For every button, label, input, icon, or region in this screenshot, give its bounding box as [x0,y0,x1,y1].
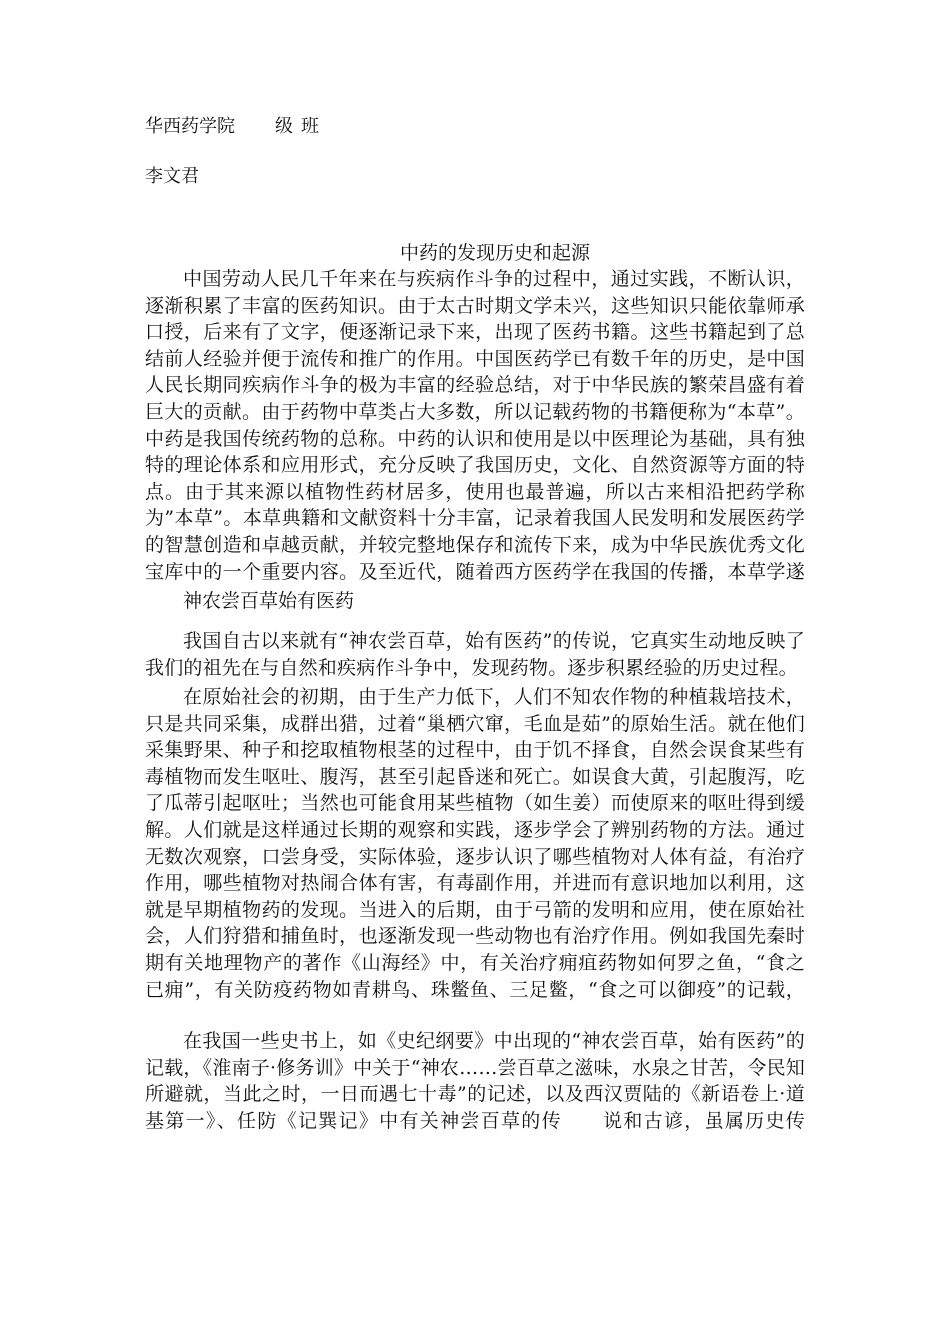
paragraph-primitive-society: 在原始社会的初期，由于生产力低下，人们不知农作物的种植栽培技术，只是共同采集，成群出猎，过着“巢栖穴窜，毛血是茹”的原始生活。就在他们采集野果、种子和挖取植物根茎的过程中，由于饥不择食，自然会误食某些有毒植物而发生呕吐、腹泻，甚至引起昏迷和死亡。如误食大黄，引起腹泻，吃了瓜蒂引起呕吐；当然也可能食用某些植物（如生姜）而使原来的呕吐得到缓解。人们就是这样通过长期的观察和实践，逐步学会了辨别药物的方法。通过无数次观察，口尝身受，实际体验，逐步认识了哪些植物对人体有益，有治疗作用，哪些植物对热闹合体有害，有毒副作用，并进而有意识地加以利用，这就是早期植物药的发现。当进入的后期，由于弓箭的发明和应用，使在原始社会，人们狩猎和捕鱼时，也逐渐发现一些动物也有治疗作用。例如我国先秦时期有关地理物产的著作《山海经》中，有关治疗痈疽药物如何罗之鱼，“食之已痈”，有关防疫药物如青耕鸟、珠鳖鱼、三足鳖，“食之可以御疫”的记载， [145,686,805,1001]
records-text-part2: 说和古谚，虽属历史传 [601,1109,805,1132]
paragraph-historical-records [145,1028,805,1136]
school-name: 华西药学院 [145,116,235,137]
records-text-part1: 在我国一些史书上，如《史纪纲要》中出现的“神农尝百草，始有医药”的记载，《淮南子·修务训》中关于“神农……尝百草之滋味，水泉之甘苦，令民知所避就，当此之时，一日而遇七十毒”的记述，以及西汉贾陆的《新语卷上·道基第一》、任防《记巽记》中有关神尝百草的传 [145,1030,805,1132]
section-heading: 神农尝百草始有医药 [183,590,355,612]
paragraph-legend: 我国自古以来就有“神农尝百草，始有医药”的传说，它真实生动地反映了我们的祖先在与自然和疾病作斗争中，发现药物。逐步积累经验的历史过程。 [145,630,805,679]
paragraph-intro: 中国劳动人民几千年来在与疾病作斗争的过程中，通过实践，不断认识，逐渐积累了丰富的医药知识。由于太古时期文学未兴，这些知识只能依靠师承口授，后来有了文字，便逐渐记录下来，出现了医药书籍。这些书籍起到了总结前人经验并便于流传和推广的作用。中国医药学已有数千年的历史，是中国人民长期同疾病作斗争的极为丰富的经验总结，对于中华民族的繁荣昌盛有着巨大的贡献。由于药物中草类占大多数，所以记载药物的书籍便称为“本草”。中药是我国传统药物的总称。中药的认识和使用是以中医理论为基础，具有独特的理论体系和应用形式，充分反映了我国历史，文化、自然资源等方面的特点。由于其来源以植物性药材居多，使用也最普遍，所以古来相沿把药学称为”本草”。本草典籍和文献资料十分丰富，记录着我国人民发明和发展医药学的智慧创造和卓越贡献，并较完整地保存和流传下来，成为中华民族优秀文化宝库中的一个重要内容。及至近代，随着西方医药学在我国的传播，本草学遂 [145,268,805,583]
grade-label: 级 [275,116,293,137]
header-class-line [145,114,805,140]
document-title: 中药的发现历史和起源 [399,242,590,264]
author-name: 李文君 [145,166,199,187]
class-label: 班 [301,116,319,137]
